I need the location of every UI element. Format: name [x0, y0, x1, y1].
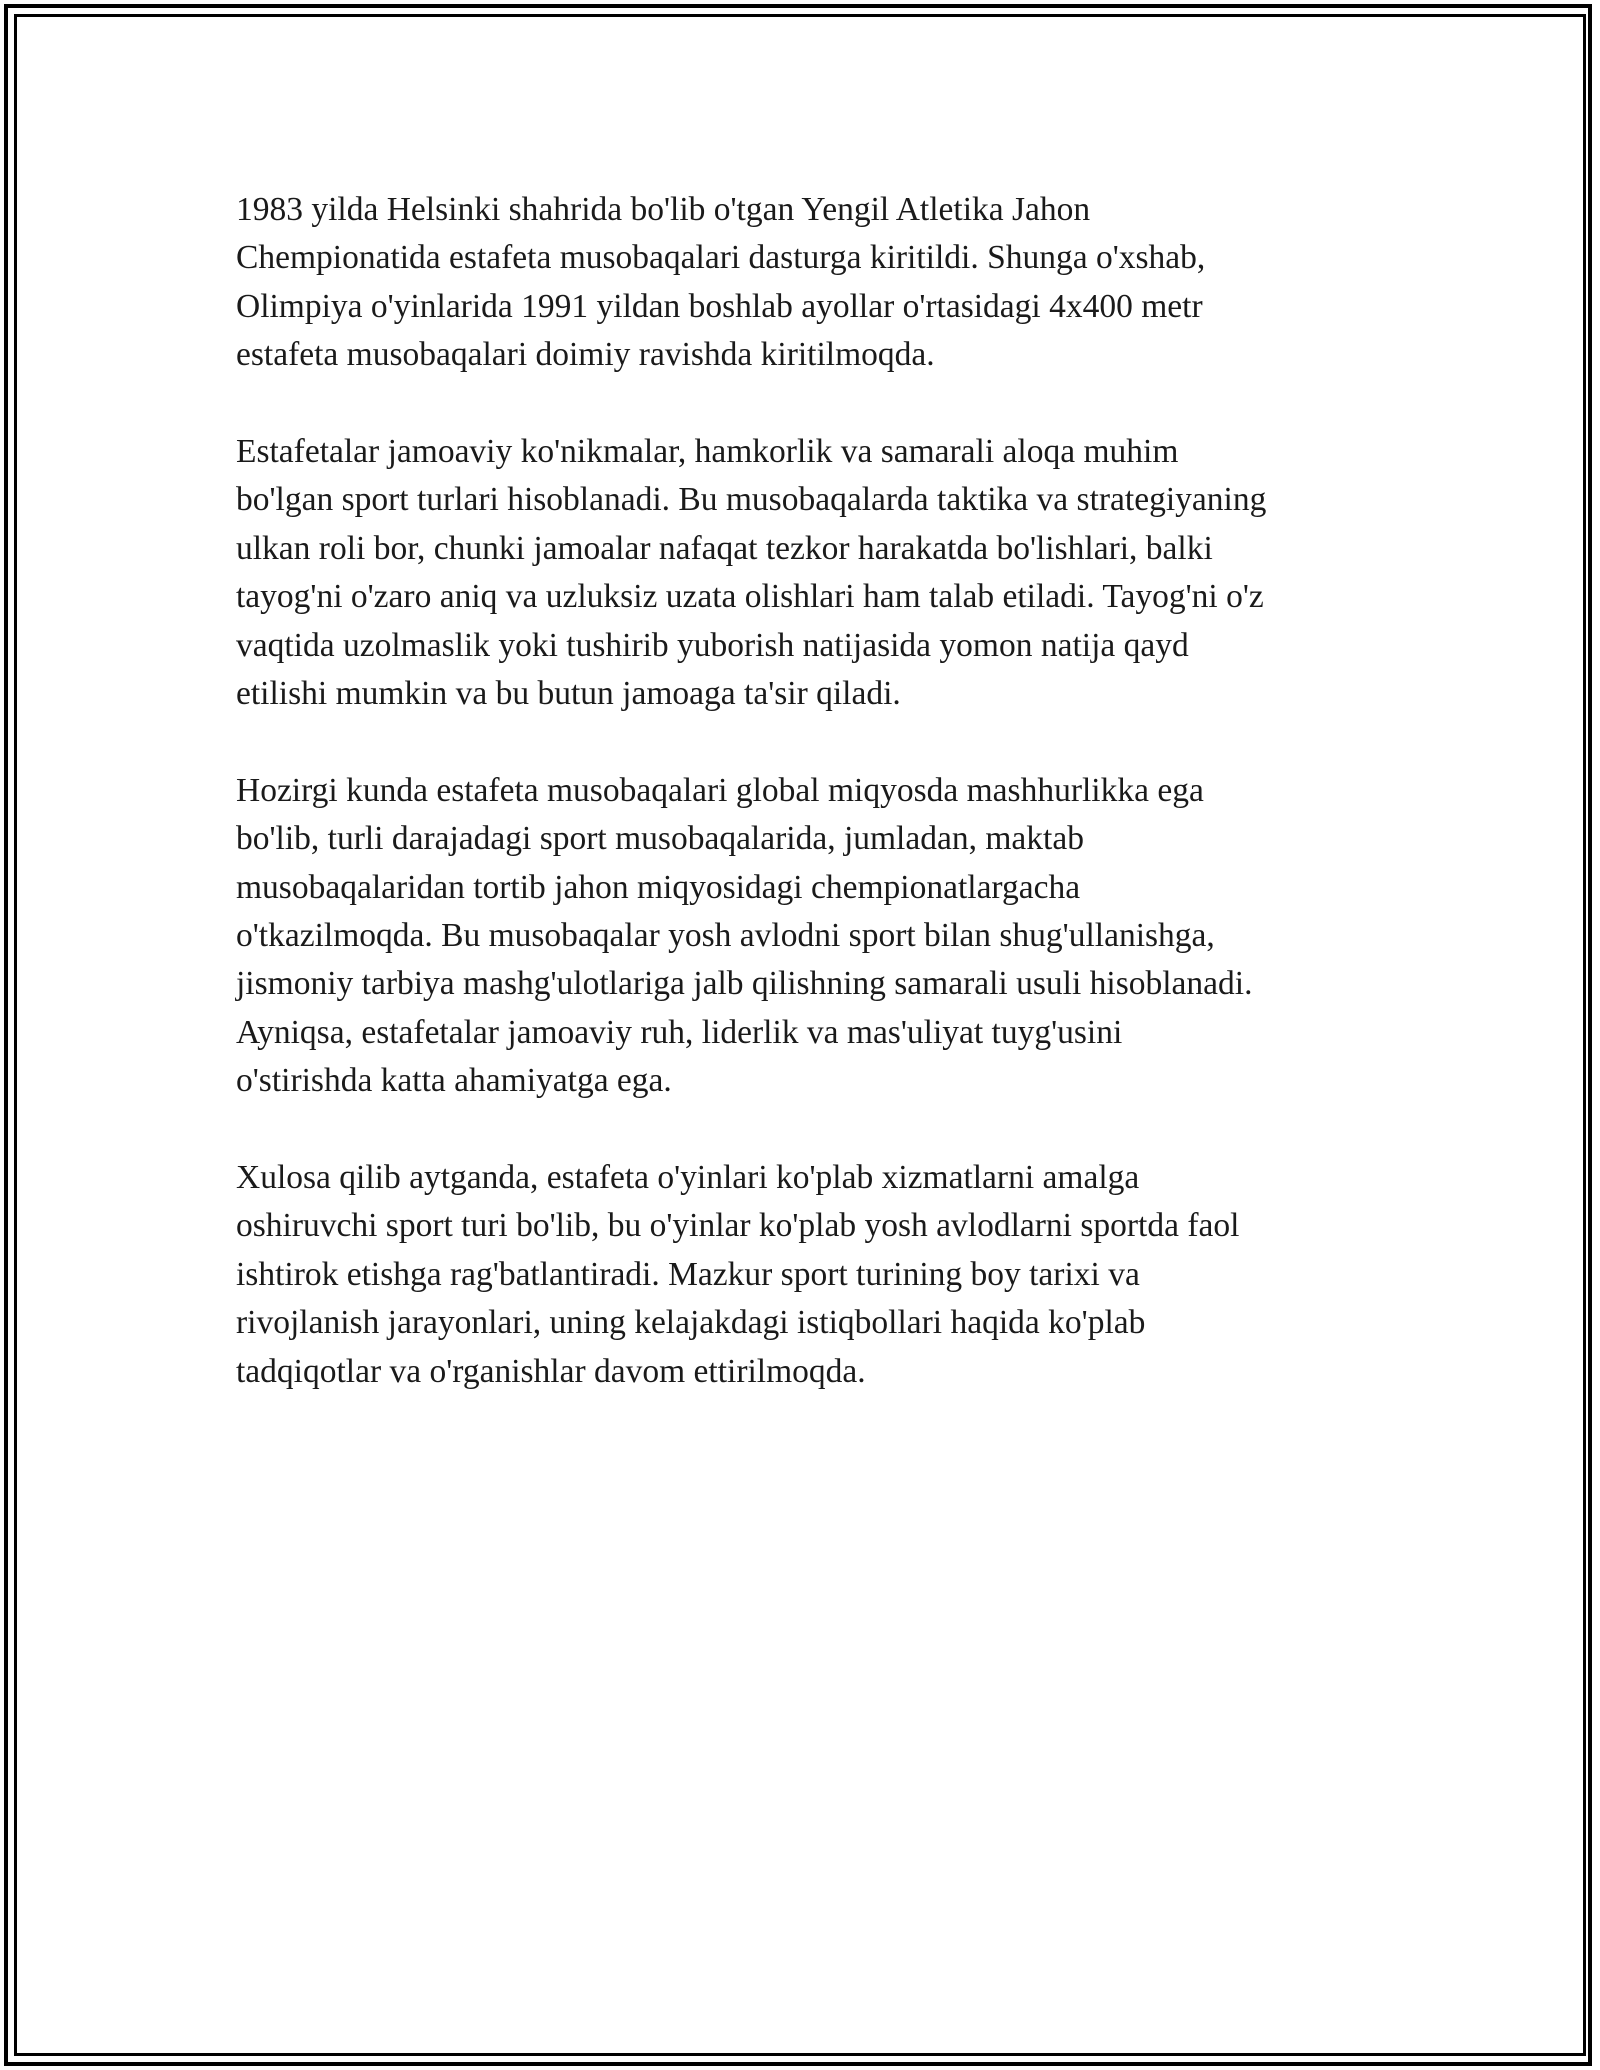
document-body: [236, 186, 1376, 1396]
paragraph-3: Hozirgi kunda estafeta musobaqalari global miqyosda mashhurlikka ega bo'lib, turli darajadagi sport musobaqalarida, jumladan, maktab musobaqalaridan tortib jahon miqyosidagi chempionatlargacha o'tkazilmoqda. Bu musobaqalar yosh avlodni sport bilan shug'ullanishga, jismoniy tarbiya mashg'ulotlariga jalb qilishning samarali usuli hisoblanadi. Ayniqsa, estafetalar jamoaviy ruh, liderlik va mas'uliyat tuyg'usini o'stirishda katta ahamiyatga ega.: [236, 771, 1253, 1100]
paragraph-4: Xulosa qilib aytganda, estafeta o'yinlari ko'plab xizmatlarni amalga oshiruvchi sport turi bo'lib, bu o'yinlar ko'plab yosh avlodlarni sportda faol ishtirok etishga rag'batlantiradi. Mazkur sport turining boy tarixi va rivojlanish jarayonlari, uning kelajakdagi istiqbollari haqida ko'plab tadqiqotlar va o'rganishlar davom ettirilmoqda.: [236, 1159, 1240, 1390]
paragraph-2: Estafetalar jamoaviy ko'nikmalar, hamkorlik va samarali aloqa muhim bo'lgan sport turlari hisoblanadi. Bu musobaqalarda taktika va strategiyaning ulkan roli bor, chunki jamoalar nafaqat tezkor harakatda bo'lishlari, balki tayog'ni o'zaro aniq va uzluksiz uzata olishlari ham talab etiladi. Tayog'ni o'z vaqtida uzolmaslik yoki tushirib yuborish natijasida yomon natija qayd etilishi mumkin va bu butun jamoaga ta'sir qiladi.: [236, 433, 1267, 713]
paragraph-1: 1983 yilda Helsinki shahrida bo'lib o'tgan Yengil Atletika Jahon Chempionatida estafeta musobaqalari dasturga kiritildi. Shunga o'xshab, Olimpiya o'yinlarida 1991 yildan boshlab ayollar o'rtasidagi 4x400 metr estafeta musobaqalari doimiy ravishda kiritilmoqda.: [236, 191, 1206, 374]
